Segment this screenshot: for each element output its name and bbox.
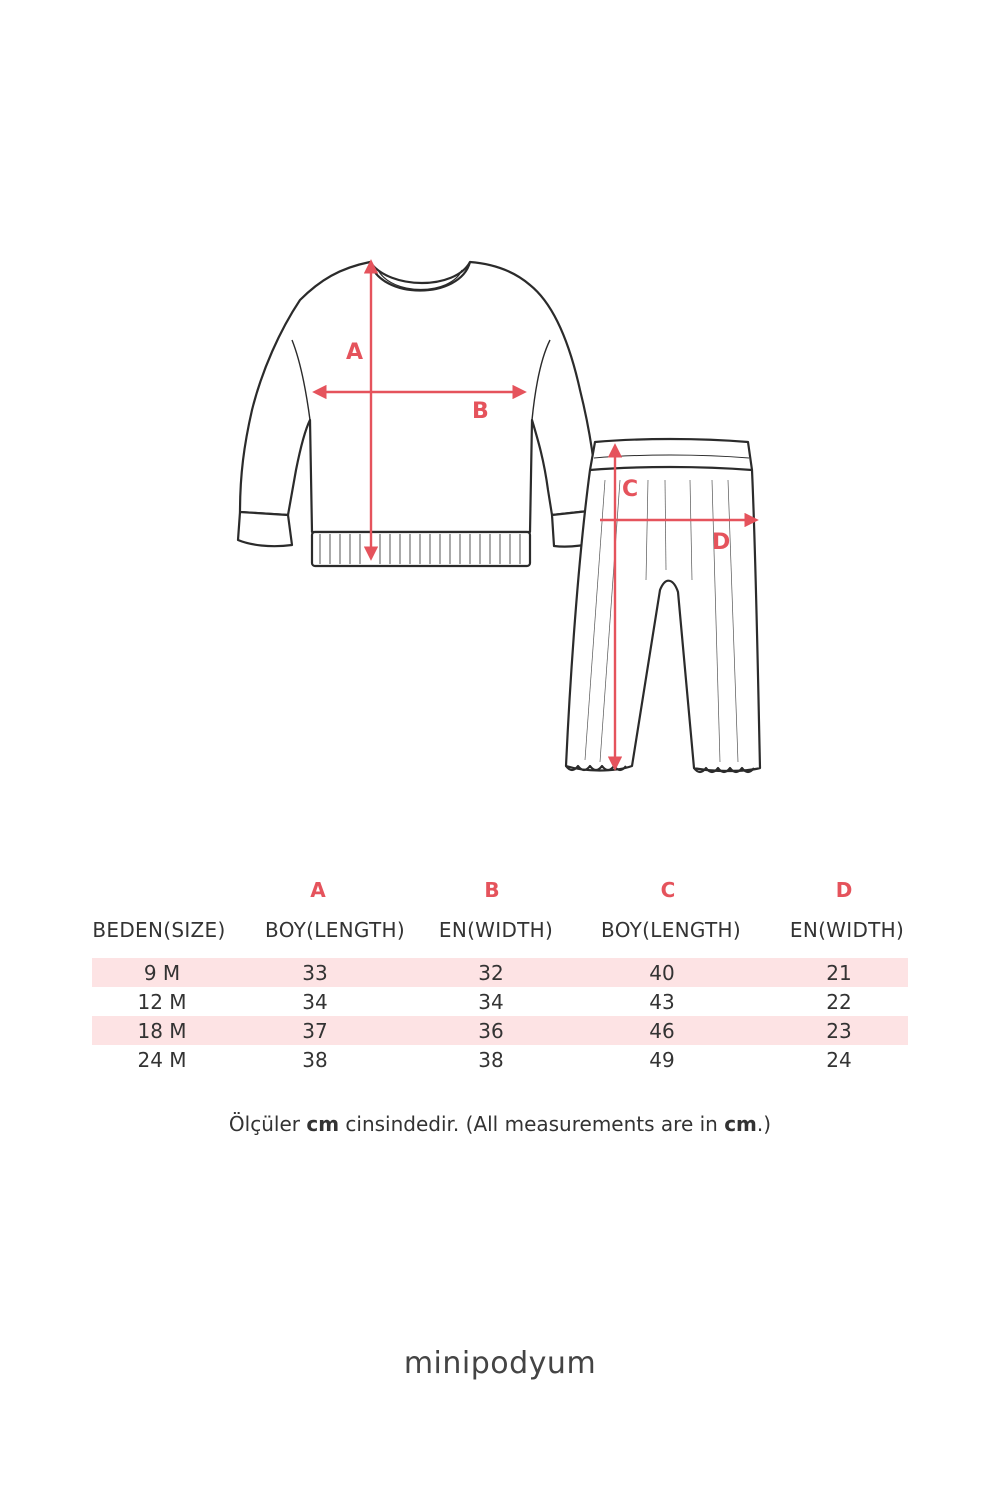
leggings-drawing (566, 439, 760, 772)
table-row (92, 958, 908, 987)
note-text-1: Ölçüler (228, 1112, 307, 1136)
column-letter-c: C (660, 878, 676, 902)
label-a: A (346, 340, 364, 365)
size-table (92, 878, 908, 1074)
cell-d: 23 (826, 1019, 852, 1043)
table-row (92, 1045, 908, 1074)
label-c: C (622, 477, 639, 502)
measurement-note (0, 1112, 1000, 1136)
cell-a: 33 (302, 961, 328, 985)
label-b: B (472, 399, 489, 424)
cell-d: 22 (826, 990, 852, 1014)
cell-c: 46 (649, 1019, 675, 1043)
cell-a: 37 (302, 1019, 328, 1043)
cell-c: 43 (649, 990, 675, 1014)
column-letter-d: D (835, 878, 853, 902)
cell-b: 36 (478, 1019, 504, 1043)
label-d: D (712, 530, 731, 555)
cell-d: 24 (826, 1048, 852, 1072)
cell-a: 38 (302, 1048, 328, 1072)
cell-b: 38 (478, 1048, 504, 1072)
cell-a: 34 (302, 990, 328, 1014)
cell-d: 21 (826, 961, 852, 985)
note-unit-1: cm (306, 1112, 340, 1136)
column-letters (92, 878, 908, 918)
table-row (92, 1016, 908, 1045)
cell-size: 18 M (137, 1019, 187, 1043)
header-bottom-length: BOY(LENGTH) (601, 918, 741, 942)
header-size: BEDEN(SIZE) (92, 918, 226, 942)
cell-size: 12 M (137, 990, 187, 1014)
cell-b: 32 (478, 961, 504, 985)
header-bottom-width: EN(WIDTH) (789, 918, 905, 942)
sweatshirt-drawing (238, 262, 602, 566)
brand-logo: minipodyum (403, 1346, 597, 1381)
column-letter-a: A (310, 878, 326, 902)
cell-b: 34 (478, 990, 504, 1014)
cell-size: 24 M (137, 1048, 187, 1072)
header-top-width: EN(WIDTH) (438, 918, 554, 942)
note-text-2: cinsindedir. (All measurements are in (339, 1112, 725, 1136)
note-text-3: .) (756, 1112, 772, 1136)
cell-c: 40 (649, 961, 675, 985)
table-header (92, 918, 908, 958)
cell-size: 9 M (143, 961, 181, 985)
table-row (92, 987, 908, 1016)
column-letter-b: B (484, 878, 500, 902)
note-unit-2: cm (724, 1112, 757, 1136)
header-top-length: BOY(LENGTH) (265, 918, 405, 942)
cell-c: 49 (649, 1048, 675, 1072)
table-body (92, 958, 908, 1074)
